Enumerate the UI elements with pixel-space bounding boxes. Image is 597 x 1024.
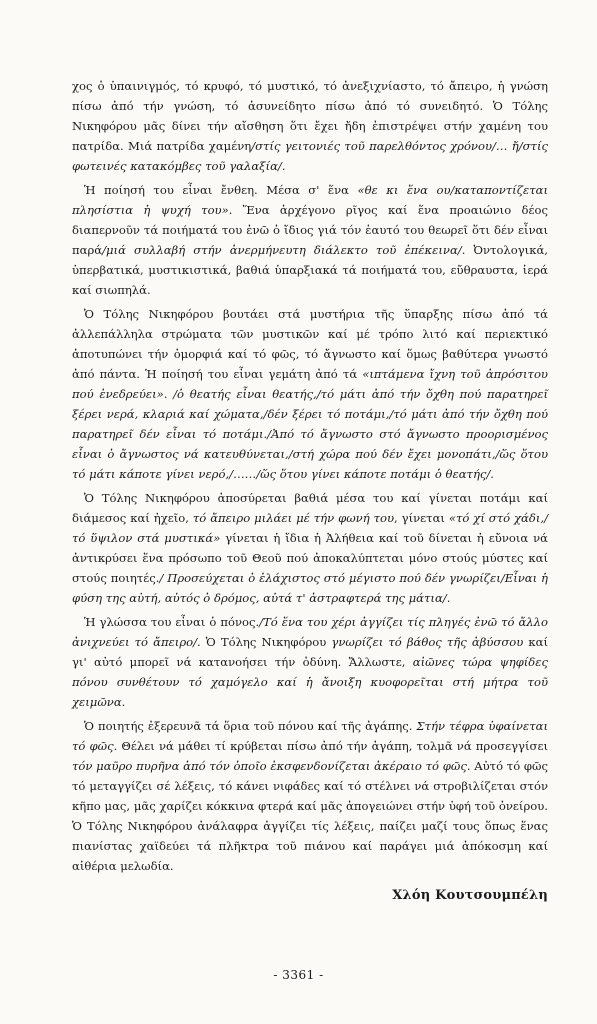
italic-quote: «ιπτάμενα ἴχνη τοῦ ἀπρόσιτου πού ἐνεδρεύει»: [72, 367, 548, 401]
text-segment: Θέλει νά μάθει τί κρύβεται πίσω ἀπό τήν ἀγάπη, τολμᾶ νά προσεγγίσει: [117, 739, 548, 753]
italic-quote: «θε κι ἕνα ου/καταποντίζεται πλησίστια ἡ ψυχή του»: [72, 183, 549, 217]
text-segment: Ἡ γλώσσα του εἶναι ὁ πόνος.: [84, 615, 260, 629]
paragraph-5: [72, 612, 548, 712]
paragraph-3: [72, 304, 548, 484]
italic-quote: τό ἄπειρο μιλάει μέ τήν φωνή του: [192, 511, 395, 525]
text-segment: Ὁ Τόλης Νικηφόρου βουτάει στά μυστήρια τῆς ὕπαρξης πίσω ἀπό τά ἀλλεπάλληλα στρώματα τῶν μυστικῶν καί μέ τρόπο λιτό καί περιεκτικό ἀποτυπώνει τήν ὀμορφιά καί τό φῶς, τό ἄγνωστο καί ὅμως βαθύτερα γνωστό ἀπό πάντα. Ἡ ποίησή του εἶναι γεμάτη ἀπό τά: [72, 307, 548, 381]
text-segment: . Ὀντολογικά, ὑπερβατικά, μυστικιστικά, βαθιά ὑπαρξιακά τά ποιήματά του, εὔθραυστα, ἱερά καί σιωπηλά.: [72, 243, 548, 297]
page-number: - 3361 -: [273, 968, 324, 982]
italic-quote: / Προσεύχεται ὁ ἐλάχιστος στό μέγιστο πού δέν γνωρίζει/Εἶναι ἡ φύση της αὐτή, αὐτός ὁ δρόμος, αὐτά τ' ἀστραφτερά της μάτια/.: [72, 571, 548, 605]
paragraph-6: [72, 716, 548, 876]
paragraph-2: [72, 180, 548, 300]
text-segment: . Ὁ Τόλης Νικηφόρου: [197, 635, 332, 649]
italic-quote: τόν μαῦρο πυρῆνα ἀπό τόν ὁποῖο ἐκσφενδονίζεται ἀκέραιο τό φῶς.: [72, 759, 471, 773]
italic-quote: /Τό ἕνα του χέρι ἀγγίζει τίς πληγές ἐνῶ τό ἄλλο ἀνιχνεύει τό ἄπειρο/: [72, 615, 548, 649]
italic-quote: /μιά συλλαβή στήν ἀνερμήνευτη διάλεκτο τοῦ ἐπέκεινα/: [102, 243, 462, 257]
text-segment: Ἡ ποίησή του εἶναι ἔνθεη. Μέσα σ' ἕνα: [84, 183, 358, 197]
text-segment: γίνεται ἡ ἴδια ἡ Ἀλήθεια καί τοῦ δίνεται ἡ εὔνοια νά ἀντικρύσει ἕνα πρόσωπο τοῦ Θεοῦ πού ἀποκαλύπτεται μόνο στούς μύστες καί στούς ποιητές.: [72, 531, 549, 585]
paragraph-1: [72, 76, 548, 176]
italic-quote: /ὁ θεατής εἶναι θεατής,/τό μάτι ἀπό τήν ὄχθη πού παρατηρεῖ ξέρει νερά, κλαριά καί χώματα,/δέν ξέρει τό ποτάμι,/τό μάτι ἀπό τήν ὄχθη πού παρατηρεῖ δέν εἶναι τό ποτάμι./Ἀπό τό ἄγνωστο στό ἄγνωστο προορισμένος εἶναι ὁ ἄγνωστος νά κατευθύνεται,/στή χώρα πού δέν ἔχει μονοπάτι,/ὥς ὅτου τό μάτι κάποτε γίνει νερό,/……/ὥς ὅτου γίνει κάποτε ποτάμι ὁ θεατής/.: [72, 387, 549, 481]
paragraph-4: [72, 488, 548, 608]
text-segment: καί γι' αὐτό μπορεῖ νά κατανοήσει τήν ὀδύνη. Ἄλλωστε,: [72, 635, 548, 669]
text-segment: Ὁ ποιητής ἐξερευνᾶ τά ὅρια τοῦ πόνου καί τῆς ἀγάπης.: [84, 719, 417, 733]
text-segment: χος ὁ ὑπαινιγμός, τό κρυφό, τό μυστικό, τό ἀνεξιχνίαστο, τό ἄπειρο, ἡ γνώση πίσω ἀπό τήν γνώση, τό ἀσυνείδητο πίσω ἀπό τό συνειδητό. Ὁ Τόλης Νικηφόρου μᾶς δίνει τήν αἴσθηση ὅτι ἔχει ἤδη ἐπιστρέψει στήν χαμένη του πατρίδα. Μιά πατρίδα χαμένη: [72, 79, 548, 153]
document-body: [72, 76, 548, 906]
text-segment: .: [163, 387, 174, 401]
text-segment: . Ἕνα ἀρχέγονο ρῖγος καί ἕνα προαιώνιο δέος διαπερνοῦν τά ποιήματά του ἐνῶ ὁ ἴδιος γιά τόν ἑαυτό του θεωρεῖ ὅτι δέν εἶναι παρά: [72, 203, 548, 257]
text-segment: Ὁ Τόλης Νικηφόρου ἀποσύρεται βαθιά μέσα του καί γίνεται ποτάμι καί διάμεσος καί ἠχεῖο,: [72, 491, 548, 525]
italic-quote: γνωρίζει τό βάθος τῆς ἀβύσσου: [331, 635, 524, 649]
italic-quote: «τό χί στό χάδι,/τό ὕψιλον στά μυστικά»: [72, 511, 549, 545]
italic-quote: αἰῶνες τώρα ψηφίδες πόνου συνθέτουν τό χαμόγελο καί ἡ ἄνοιξη κυοφορεῖται στή μήτρα τοῦ χειμῶνα.: [72, 655, 548, 709]
text-segment: , γίνεται: [394, 511, 449, 525]
italic-quote: Στήν τέφρα ὑφαίνεται τό φῶς.: [72, 719, 548, 753]
author-signature: Χλόη Κουτσουμπέλη: [392, 888, 548, 903]
text-segment: Αὐτό τό φῶς τό μεταγγίζει σέ λέξεις, τό κάνει νιφάδες καί τό στέλνει νά στροβιλίζεται στόν κῆπο μας, μᾶς χαρίζει κόκκινα φτερά καί μᾶς ἀπογειώνει στήν ὑφή τοῦ ὀνείρου. Ὁ Τόλης Νικηφόρου ἀνάλαφρα ἀγγίζει τίς λέξεις, παίζει μαζί τους ὅπως ἕνας πιανίστας χαϊδεύει τά πλῆκτρα τοῦ πιάνου καί παράγει μιά ἀπόκοσμη καί αἰθέρια μελωδία.: [72, 759, 548, 873]
italic-quote: /στίς γειτονιές τοῦ παρελθόντος χρόνου/… ἤ/στίς φωτεινές κατακόμβες τοῦ γαλαξία/.: [72, 139, 548, 173]
